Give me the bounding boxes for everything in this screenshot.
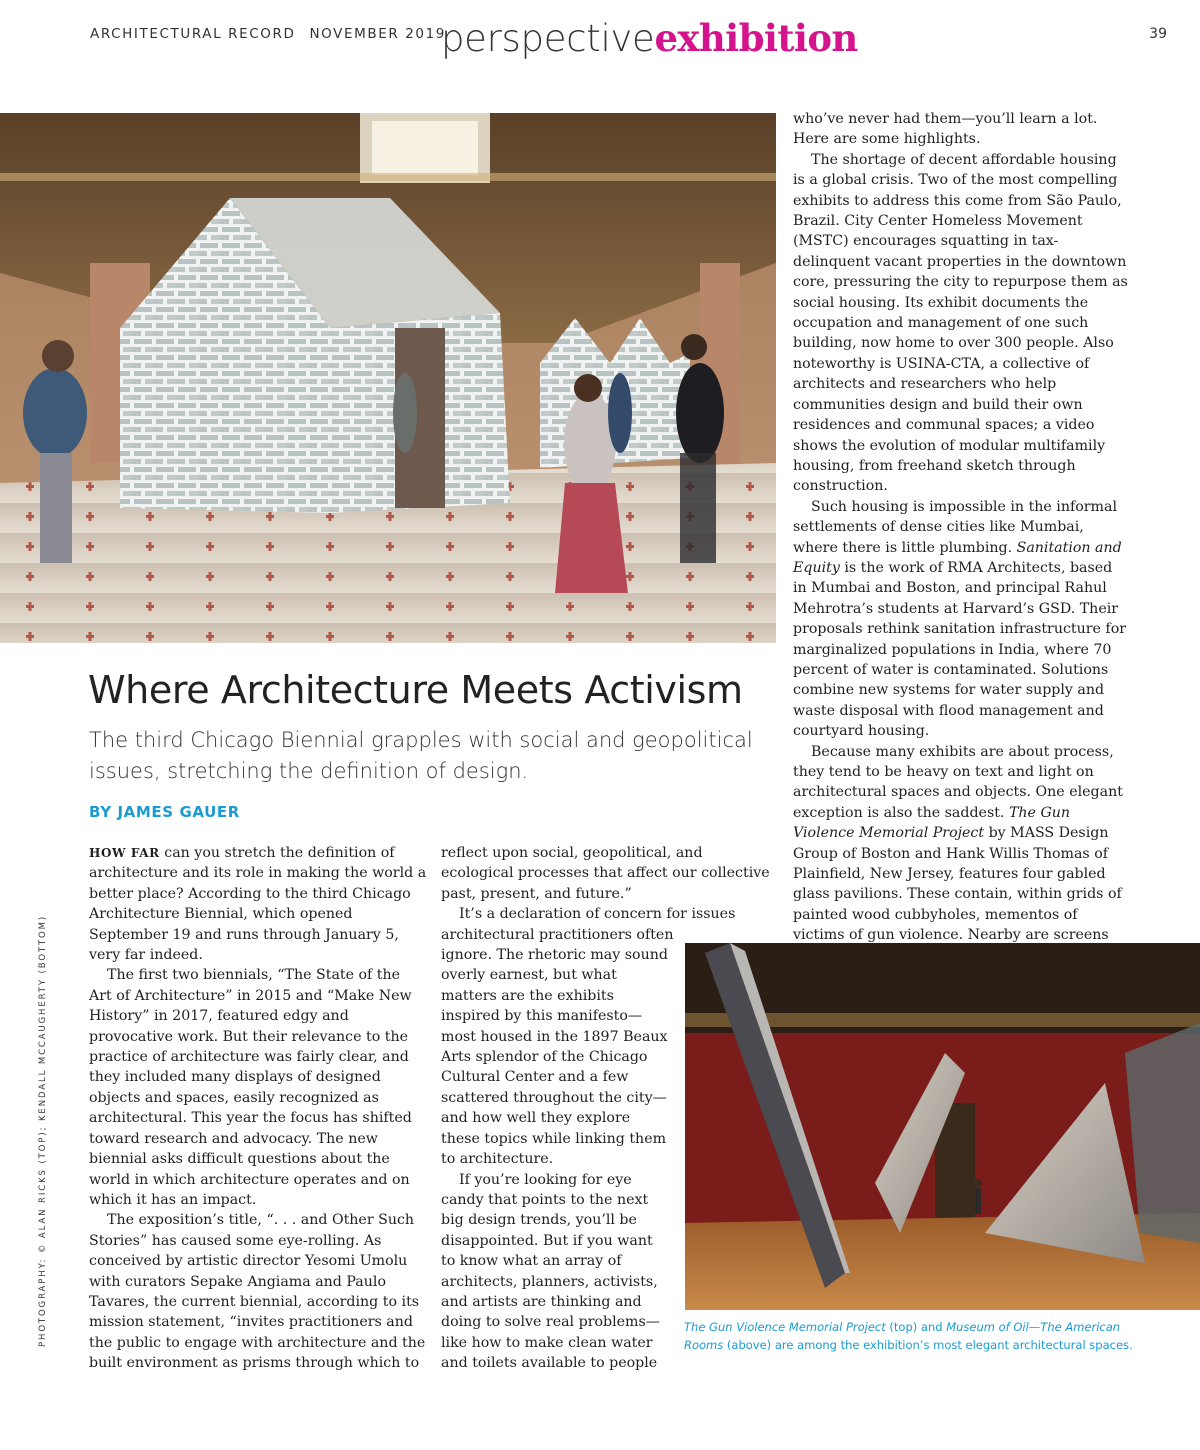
exhibit-title: The Gun Violence Memorial Project: [793, 804, 1071, 842]
paragraph: If you’re looking for eye candy that points to the next big design trends, you’ll be disappointed. But if you want to know what an array of architects, planners, activists, and artists are thinking and doing to solve real problems—like how to make clean water and toilets available to people: [441, 1171, 660, 1372]
paragraph: The first two biennials, “The State of the Art of Architecture” in 2015 and “Make New History” in 2017, featured edgy and provocative work. But their relevance to the practice of architecture was fairly clear, and they included many displays of designed objects and spaces, easily recognized as architectural. This year the focus has shifted toward research and advocacy. The new biennial asks difficult questions about the world in which architecture operates and on which it has an impact.: [89, 967, 412, 1208]
section-title: [441, 16, 858, 60]
page-number: 39: [1149, 26, 1167, 42]
photo-gun-violence-memorial: [0, 113, 776, 643]
publication-name: ARCHITECTURAL RECORD: [90, 26, 296, 42]
paragraph: reflect upon social, geopolitical, and ecological processes that affect our collective past, present, and future.”: [441, 845, 770, 902]
caption-title: Museum of Oil—The American Rooms: [684, 1320, 1121, 1352]
photo-caption: [684, 1318, 1134, 1354]
article-headline: Where Architecture Meets Activism: [88, 668, 743, 712]
paragraph: [89, 843, 427, 965]
paragraph: It’s a declaration of concern for issues architectural practitioners often: [441, 906, 736, 943]
caption-text: (top) and: [885, 1320, 947, 1334]
article-deck: The third Chicago Biennial grapples with social and geopolitical issues, stretching the definition of design.: [89, 728, 753, 783]
lead-in: HOW FAR: [89, 846, 160, 860]
publication-header: [90, 26, 446, 42]
body-column-3: [793, 109, 1128, 966]
exhibit-title: Sanitation and Equity: [793, 539, 1122, 576]
paragraph: who’ve never had them—you’ll learn a lot. Here are some highlights.: [793, 111, 1098, 148]
paragraph: ignore. The rhetoric may sound overly earnest, but what matters are the exhibits inspired by this manifesto—most housed in the 1897 Beaux Arts splendor of the Chicago Cultural Center and a few scattered throughout the city—and how well they explore these topics while linking them to architecture.: [441, 947, 668, 1168]
byline: BY JAMES GAUER: [89, 803, 240, 821]
paragraph: The shortage of decent affordable housing is a global crisis. Two of the most compelling exhibits to address this come from São Paulo, Brazil. City Center Homeless Movement (MSTC) encourages squatting in tax-delinquent vacant properties in the downtown core, pressuring the city to repurpose them as social housing. Its exhibit documents the occupation and management of one such building, now home to over 300 people. Also noteworthy is USINA-CTA, a collective of architects and researchers who help communities design and build their own residences and communal spaces; a video shows the evolution of modular multifamily housing, from freehand sketch through construction.: [793, 151, 1128, 495]
paragraph-text: Because many exhibits are about process, they tend to be heavy on text and light on architectural spaces and objects. One elegant exception is also the saddest.: [793, 743, 1123, 821]
paragraph-text: is the work of RMA Architects, based in Mumbai and Boston, and principal Rahul Mehrotra’s students at Harvard’s GSD. Their proposals rethink sanitation infrastructure for marginalized populations in India, where 70 percent of water is contaminated. Solutions combine new systems for water supply and waste disposal with flood management and courtyard housing.: [793, 559, 1127, 740]
body-column-1: [89, 843, 427, 1374]
caption-text: (above) are among the exhibition’s most elegant architectural spaces.: [723, 1338, 1133, 1352]
section-title-bold: exhibition: [654, 16, 858, 60]
issue-date: NOVEMBER 2019: [309, 26, 446, 42]
photo-credit: PHOTOGRAPHY: © ALAN RICKS (TOP); KENDALL MCCAUGHERTY (BOTTOM): [38, 914, 48, 1347]
paragraph: The exposition’s title, “. . . and Other Such Stories” has caused some eye-rolling. As conceived by artistic director Yesomi Umolu with curators Sepake Angiama and Paulo Tavares, the current biennial, according to its mission statement, “invites practitioners and the public to engage with architecture and the built environment as prisms through which to: [89, 1212, 426, 1372]
paragraph-text: by MASS Design Group of Boston and Hank Willis Thomas of Plainfield, New Jersey, features four gabled glass pavilions. These contain, within grids of painted wood cubbyholes, mementos of victims of gun violence. Nearby are screens: [793, 825, 1122, 944]
paragraph: [793, 497, 1128, 742]
paragraph-text: Such housing is impossible in the informal settlements of dense cities like Mumbai, where there is little plumbing.: [793, 498, 1118, 556]
paragraph: [793, 742, 1128, 966]
caption-title: The Gun Violence Memorial Project: [684, 1320, 886, 1334]
paragraph-text: can you stretch the definition of architecture and its role in making the world a better place? According to the third Chicago Architecture Biennial, which opened September 19 and runs through January 5, very far indeed.: [89, 845, 427, 964]
photo-museum-of-oil: [685, 943, 1200, 1310]
section-title-light: perspective: [441, 17, 655, 60]
